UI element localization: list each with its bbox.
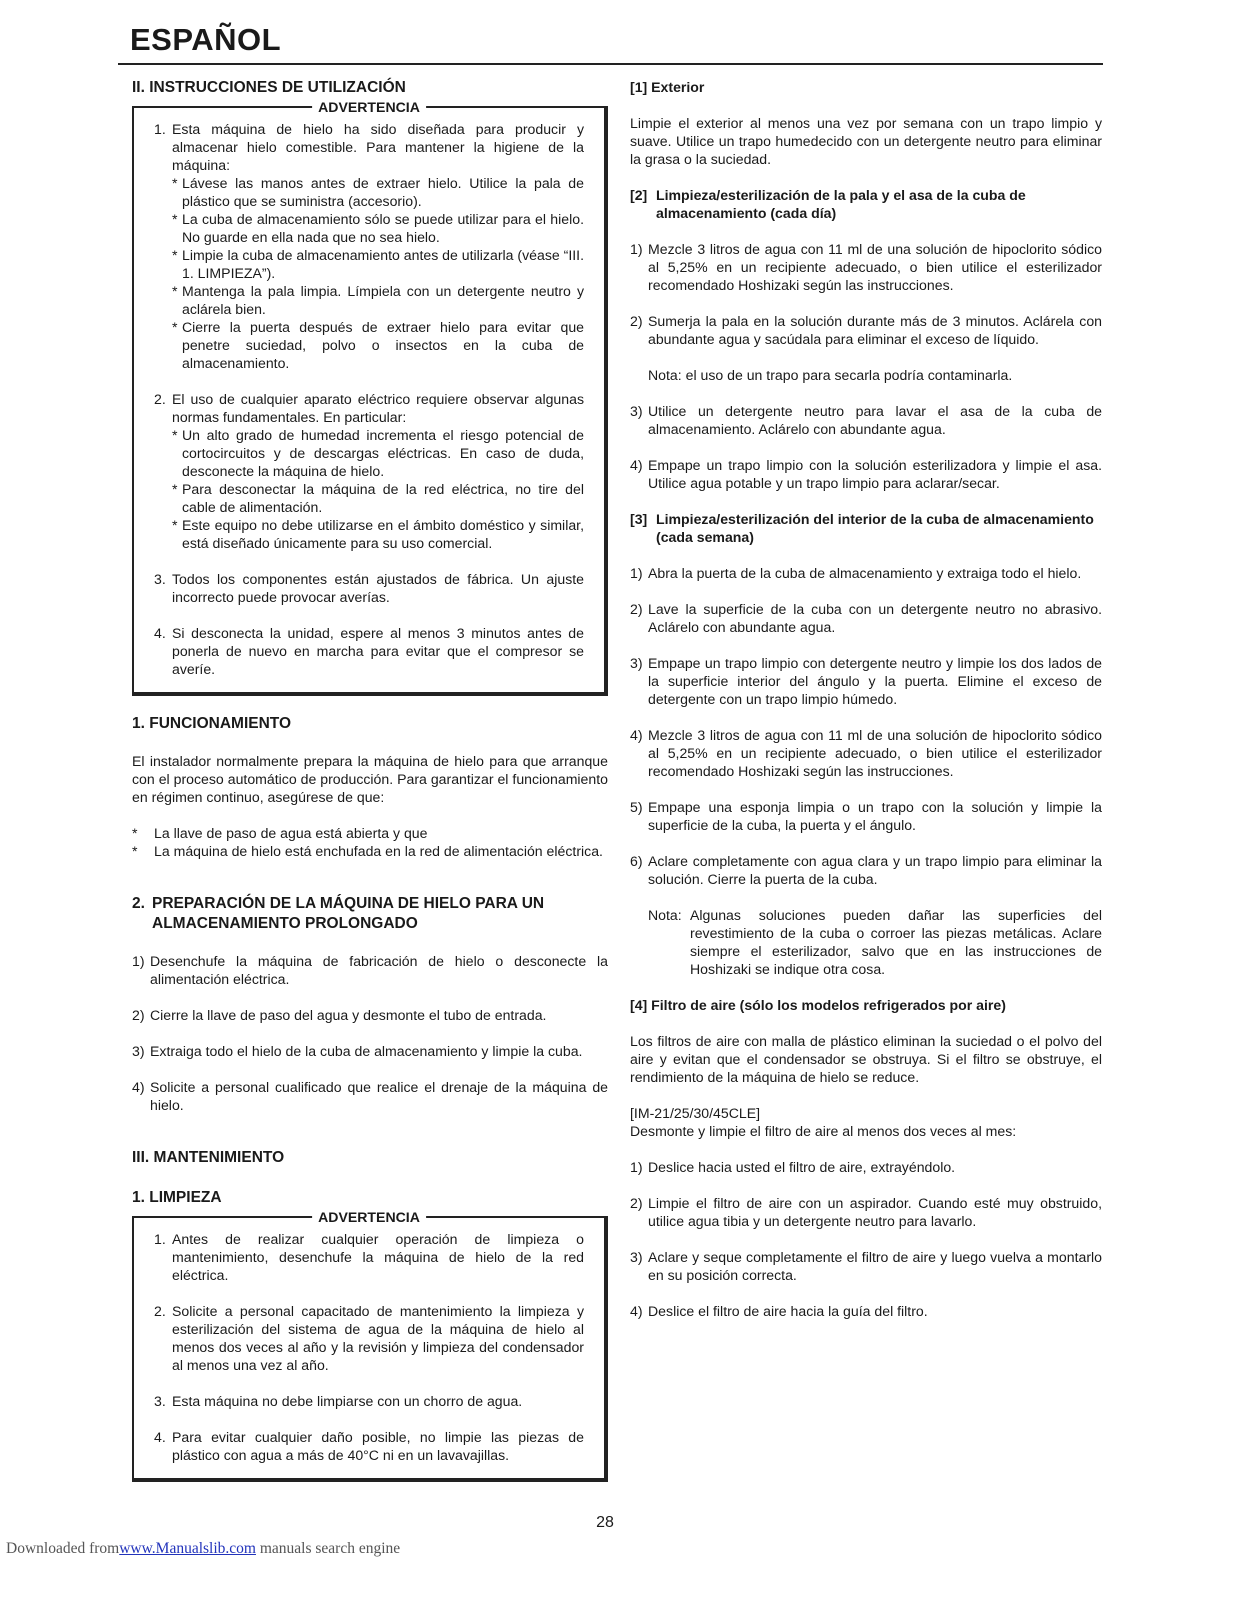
step-number: 3) xyxy=(630,655,643,671)
list-item xyxy=(132,1078,608,1114)
warning-label: ADVERTENCIA xyxy=(312,98,426,116)
step-text: Mezcle 3 litros de agua con 11 ml de una solución de hipoclorito sódico al 5,25% en un recipiente adecuado, o bien utilice el esterilizador recomendado Hoshizaki según las instrucciones. xyxy=(648,727,1102,779)
step-text: Deslice hacia usted el filtro de aire, extrayéndolo. xyxy=(648,1159,956,1175)
interior-note: Nota: Algunas soluciones pueden dañar las superficies del revestimiento de la cuba o corroer las piezas metálicas. Aclare siempre el esterilizador, salvo que en las instrucciones de Hoshizaki se indique otra cosa. xyxy=(648,907,1102,977)
step-text: Empape una esponja limpia o un trapo con la solución y limpie la superficie de la cuba, la puerta y el ángulo. xyxy=(648,799,1102,833)
warning-subitem xyxy=(154,516,584,552)
footer: Downloaded fromwww.Manualslib.com manuals search engine xyxy=(6,1540,401,1557)
subitem-text: Este equipo no debe utilizarse en el ámbito doméstico y similar, está diseñado únicamente para su uso comercial. xyxy=(182,517,584,551)
warning-item xyxy=(154,1428,584,1464)
step-text: Sumerja la pala en la solución durante más de 3 minutos. Aclárela con abundante agua y sacúdala para eliminar el exceso de líquido. xyxy=(648,313,1102,347)
item-number: 2. xyxy=(154,391,166,407)
step-number: 5) xyxy=(630,799,643,815)
list-item xyxy=(132,952,608,988)
filtro-intro: Los filtros de aire con malla de plástico eliminan la suciedad o el polvo del aire y evitan que el condensador se obstruya. Si el filtro se obstruye, el rendimiento de la máquina de hielo se reduce. xyxy=(630,1033,1102,1085)
step-number: 2) xyxy=(630,601,643,617)
list-item xyxy=(630,600,1102,636)
warning-item xyxy=(154,390,584,426)
warning-label: ADVERTENCIA xyxy=(312,1208,426,1226)
page-number: 28 xyxy=(596,1514,614,1531)
warning-item xyxy=(154,624,584,678)
step-number: 1) xyxy=(630,565,643,581)
item-text: Antes de realizar cualquier operación de limpieza o mantenimiento, desenchufe la máquina de hielo de la red eléctrica. xyxy=(172,1231,584,1283)
step-number: 4) xyxy=(132,1079,145,1095)
step-text: Limpie el filtro de aire con un aspirador. Cuando esté muy obstruido, utilice agua tibia y un detergente neutro para lavarlo. xyxy=(648,1195,1102,1229)
filtro-models: [IM-21/25/30/45CLE] xyxy=(630,1105,761,1121)
asterisk: * xyxy=(172,175,178,191)
list-item xyxy=(630,402,1102,438)
warning-box-cleaning xyxy=(132,1209,608,1482)
step-number: 1) xyxy=(630,241,643,257)
list-item xyxy=(630,1302,1102,1320)
step-text: Aclare completamente con agua clara y un trapo limpio para eliminar la solución. Cierre la puerta de la cuba. xyxy=(648,853,1102,887)
list-item xyxy=(132,1042,608,1060)
step-text: Extraiga todo el hielo de la cuba de almacenamiento y limpie la cuba. xyxy=(150,1043,583,1059)
warning-subitem xyxy=(154,246,584,282)
asterisk: * xyxy=(172,247,178,263)
item-number: 4. xyxy=(154,625,166,641)
subitem-text: Para desconectar la máquina de la red eléctrica, no tire del cable de alimentación. xyxy=(182,481,584,515)
subitem-text: Cierre la puerta después de extraer hielo para evitar que penetre suciedad, polvo o insectos en la cuba de almacenamiento. xyxy=(182,319,584,371)
step-text: Utilice un detergente neutro para lavar el asa de la cuba de almacenamiento. Aclárelo con abundante agua. xyxy=(648,403,1102,437)
step-text: Aclare y seque completamente el filtro de aire y luego vuelva a montarlo en su posición correcta. xyxy=(648,1249,1102,1283)
interior-steps xyxy=(630,564,1102,888)
step-number: 4) xyxy=(630,457,643,473)
step-text: Desenchufe la máquina de fabricación de hielo o desconecte la alimentación eléctrica. xyxy=(150,953,608,987)
step-number: 2) xyxy=(132,1007,145,1023)
warning-item xyxy=(154,1302,584,1374)
step-number: 3) xyxy=(630,403,643,419)
step-text: Deslice el filtro de aire hacia la guía del filtro. xyxy=(648,1303,928,1319)
funcionamiento-title: 1. FUNCIONAMIENTO xyxy=(132,715,292,732)
step-text: Solicite a personal cualificado que realice el drenaje de la máquina de hielo. xyxy=(150,1079,608,1113)
item-text: Solicite a personal capacitado de mantenimiento la limpieza y esterilización del sistema de agua de la máquina de hielo al menos dos veces al año y la revisión y limpieza del condensador al menos una vez al año. xyxy=(172,1303,584,1373)
subitem-text: Limpie la cuba de almacenamiento antes de utilizarla (véase “III. 1. LIMPIEZA”). xyxy=(182,247,584,281)
asterisk: * xyxy=(172,517,178,533)
filtro-models-text: Desmonte y limpie el filtro de aire al menos dos veces al mes: xyxy=(630,1123,1017,1139)
step-number: 3) xyxy=(132,1043,145,1059)
asterisk: * xyxy=(172,481,178,497)
step-text: Cierre la llave de paso del agua y desmonte el tubo de entrada. xyxy=(150,1007,547,1023)
asterisk: * xyxy=(172,427,178,443)
item-number: 3. xyxy=(154,1393,166,1409)
list-item xyxy=(630,726,1102,780)
warning-subitem xyxy=(154,426,584,480)
warning-subitem xyxy=(154,318,584,372)
warning-subitem xyxy=(154,282,584,318)
item-number: 4. xyxy=(154,1429,166,1445)
limpieza-title: 1. LIMPIEZA xyxy=(132,1189,222,1206)
item-number: 3. xyxy=(154,571,166,587)
list-item xyxy=(630,852,1102,888)
step-number: 6) xyxy=(630,853,643,869)
subitem-text: La cuba de almacenamiento sólo se puede utilizar para el hielo. No guarde en ella nada que no sea hielo. xyxy=(182,211,584,245)
warning-item xyxy=(154,570,584,606)
warning-items xyxy=(154,1230,584,1464)
warning-item xyxy=(154,1230,584,1284)
item-number: 1. xyxy=(154,1231,166,1247)
list-item xyxy=(630,240,1102,294)
pala-steps-2 xyxy=(630,402,1102,492)
manualslib-link[interactable]: www.Manualslib.com xyxy=(119,1540,256,1557)
list-item: * La máquina de hielo está enchufada en la red de alimentación eléctrica. xyxy=(132,843,603,859)
subitem-text: Un alto grado de humedad incrementa el riesgo potencial de cortocircuitos y de descargas eléctricas. En caso de duda, desconecte la máquina de hielo. xyxy=(182,427,584,479)
pala-steps xyxy=(630,240,1102,348)
list-item xyxy=(630,312,1102,348)
step-number: 2) xyxy=(630,313,643,329)
list-item xyxy=(630,654,1102,708)
section-title: II. INSTRUCCIONES DE UTILIZACIÓN xyxy=(132,79,406,96)
item-text: Todos los componentes están ajustados de fábrica. Un ajuste incorrecto puede provocar averías. xyxy=(172,571,584,605)
item-text: El uso de cualquier aparato eléctrico requiere observar algunas normas fundamentales. En particular: xyxy=(172,391,584,425)
asterisk: * xyxy=(172,319,178,335)
list-item xyxy=(132,1006,608,1024)
funcionamiento-intro: El instalador normalmente prepara la máquina de hielo para que arranque con el proceso automático de producción. Para garantizar el funcionamiento en régimen continuo, asegúrese de que: xyxy=(132,753,608,805)
step-text: Empape un trapo limpio con la solución esterilizadora y limpie el asa. Utilice agua potable y un trapo limpio para aclarar/secar. xyxy=(648,457,1102,491)
left-column xyxy=(132,78,608,1482)
warning-item xyxy=(154,1392,584,1410)
asterisk: * xyxy=(172,283,178,299)
list-item: * La llave de paso de agua está abierta y que xyxy=(132,825,428,841)
item-number: 1. xyxy=(154,121,166,137)
filtro-steps xyxy=(630,1158,1102,1320)
step-number: 1) xyxy=(630,1159,643,1175)
list-item xyxy=(630,1194,1102,1230)
step-number: 3) xyxy=(630,1249,643,1265)
subitem-text: Mantenga la pala limpia. Límpiela con un detergente neutro y aclárela bien. xyxy=(182,283,584,317)
pala-note: Nota: el uso de un trapo para secarla podría contaminarla. xyxy=(648,367,1013,383)
preparacion-steps xyxy=(132,952,608,1114)
mantenimiento-title: III. MANTENIMIENTO xyxy=(132,1149,285,1166)
item-text: Esta máquina no debe limpiarse con un chorro de agua. xyxy=(172,1393,523,1409)
header-rule xyxy=(118,63,1103,65)
list-item xyxy=(630,456,1102,492)
pala-title: [2] Limpieza/esterilización de la pala y el asa de la cuba de almacenamiento (cada día) xyxy=(630,187,1026,221)
right-column xyxy=(630,78,1102,1320)
step-number: 4) xyxy=(630,1303,643,1319)
step-text: Lave la superficie de la cuba con un detergente neutro no abrasivo. Aclárelo con abundante agua. xyxy=(648,601,1102,635)
warning-box-usage xyxy=(132,99,608,696)
step-text: Empape un trapo limpio con detergente neutro y limpie los dos lados de la superficie interior del ángulo y la puerta. Elimine el exceso de detergente con un trapo limpio húmedo. xyxy=(648,655,1102,707)
exterior-text: Limpie el exterior al menos una vez por semana con un trapo limpio y suave. Utilice un trapo humedecido con un detergente neutro para eliminar la grasa o la suciedad. xyxy=(630,115,1102,167)
warning-subitem xyxy=(154,210,584,246)
exterior-title: [1] Exterior xyxy=(630,79,705,95)
warning-subitem xyxy=(154,480,584,516)
item-text: Si desconecta la unidad, espere al menos 3 minutos antes de ponerla de nuevo en marcha para evitar que el compresor se averíe. xyxy=(172,625,584,677)
item-text: Esta máquina de hielo ha sido diseñada para producir y almacenar hielo comestible. Para mantener la higiene de la máquina: xyxy=(172,121,584,173)
step-number: 2) xyxy=(630,1195,643,1211)
page-title: ESPAÑOL xyxy=(130,22,282,57)
step-number: 1) xyxy=(132,953,145,969)
warning-items xyxy=(154,120,584,678)
preparacion-title: 2. PREPARACIÓN DE LA MÁQUINA DE HIELO PARA UN ALMACENAMIENTO PROLONGADO xyxy=(132,895,545,932)
step-text: Mezcle 3 litros de agua con 11 ml de una solución de hipoclorito sódico al 5,25% en un recipiente adecuado, o bien utilice el esterilizador recomendado Hoshizaki según las instrucciones. xyxy=(648,241,1102,293)
step-text: Abra la puerta de la cuba de almacenamiento y extraiga todo el hielo. xyxy=(648,565,1082,581)
list-item xyxy=(630,564,1102,582)
list-item xyxy=(630,1248,1102,1284)
item-text: Para evitar cualquier daño posible, no limpie las piezas de plástico con agua a más de 40°C ni en un lavavajillas. xyxy=(172,1429,584,1463)
subitem-text: Lávese las manos antes de extraer hielo. Utilice la pala de plástico que se suministra (accesorio). xyxy=(182,175,584,209)
filtro-title: [4] Filtro de aire (sólo los modelos refrigerados por aire) xyxy=(630,997,1006,1013)
item-number: 2. xyxy=(154,1303,166,1319)
step-number: 4) xyxy=(630,727,643,743)
list-item xyxy=(630,798,1102,834)
warning-item xyxy=(154,120,584,174)
list-item xyxy=(630,1158,1102,1176)
warning-subitem xyxy=(154,174,584,210)
interior-title: [3] Limpieza/esterilización del interior de la cuba de almacenamiento (cada semana) xyxy=(630,511,1094,545)
asterisk: * xyxy=(172,211,178,227)
